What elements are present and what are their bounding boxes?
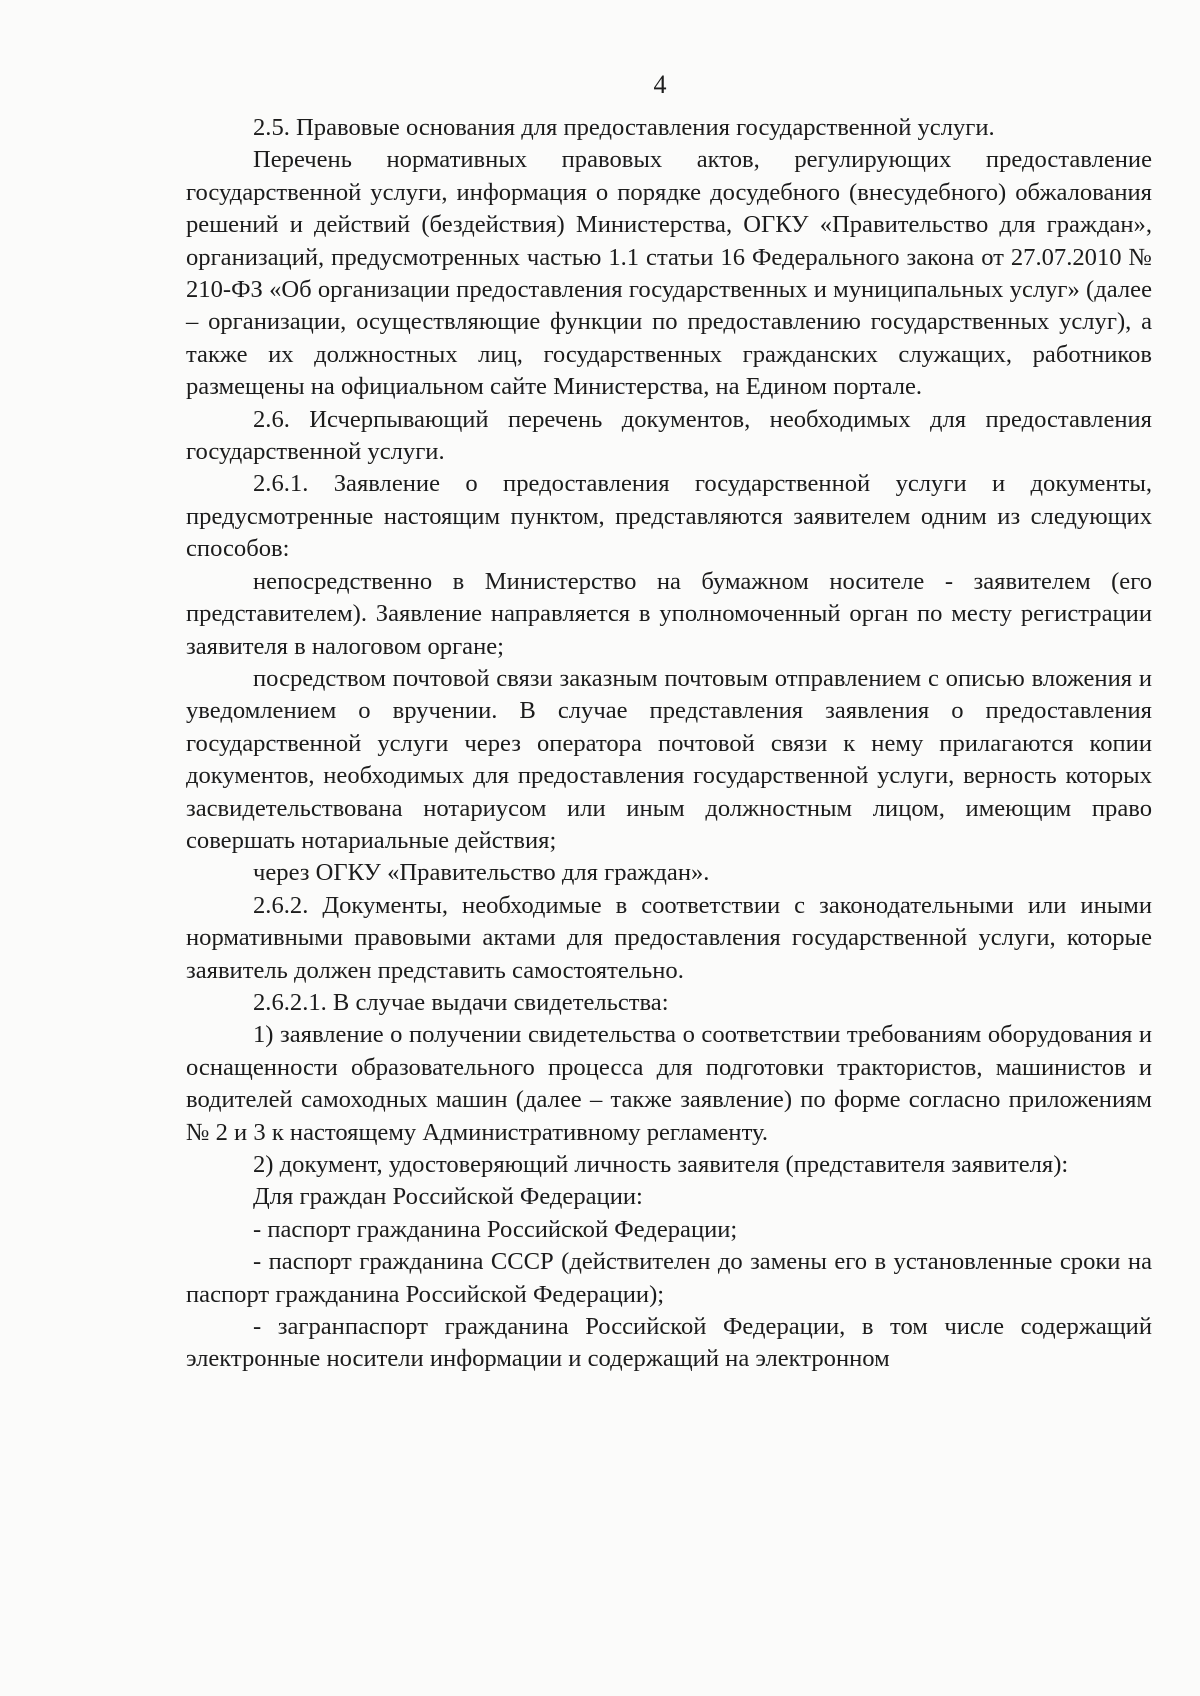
paragraph-international-passport: - загранпаспорт гражданина Российской Федерации, в том числе содержащий электронные носители информации и содержащий на электронном bbox=[186, 1313, 1152, 1373]
paragraph-2-6-2-1: 2.6.2.1. В случае выдачи свидетельства: bbox=[253, 988, 669, 1016]
paragraph-item-2-identity-document: 2) документ, удостоверяющий личность заявителя (представителя заявителя): bbox=[253, 1151, 1069, 1178]
paragraph-method-in-person: непосредственно в Министерство на бумажном носителе - заявителем (его представителем). Заявление направляется в уполномоченный орган по месту регистрации заявителя в налоговом органе; bbox=[186, 567, 1152, 660]
paragraph-passport-ussr: - паспорт гражданина СССР (действителен до замены его в установленные сроки на паспорт гражданина Российской Федерации); bbox=[186, 1248, 1152, 1308]
paragraph-2-6: 2.6. Исчерпывающий перечень документов, необходимых для предоставления государственной услуги. bbox=[186, 405, 1152, 466]
paragraph-method-postal: посредством почтовой связи заказным почтовым отправлением с описью вложения и уведомлением о вручении. В случае представления заявления о предоставления государственной услуги через оператора почтовой связи к нему прилагаются копии документов, необходимых для предоставления государственной услуги, верность которых засвидетельствована нотариусом или иным должностным лицом, имеющим право совершать нотариальные действия; bbox=[186, 664, 1152, 854]
page-number: 4 bbox=[653, 70, 667, 99]
document-body bbox=[186, 112, 1152, 1376]
paragraph-2-5: 2.5. Правовые основания для предоставления государственной услуги. bbox=[253, 114, 995, 141]
paragraph-legal-acts-list: Перечень нормативных правовых актов, регулирующих предоставление государственной услуги, информация о порядке досудебного (внесудебного) обжалования решений и действий (бездействия) Министерства, ОГКУ «Правительство для граждан», организаций, предусмотренных частью 1.1 статьи 16 Федерального закона от 27.07.2010 № 210-ФЗ «Об организации предоставления государственных и муниципальных услуг» (далее – организации, осуществляющие функции по предоставлению государственных услуг), а также их должностных лиц, государственных гражданских служащих, работников размещены на официальном сайте Министерства, на Едином портале. bbox=[186, 146, 1152, 401]
paragraph-2-6-1: 2.6.1. Заявление о предоставления государственной услуги и документы, предусмотренные настоящим пунктом, представляются заявителем одним из следующих способов: bbox=[186, 470, 1152, 563]
paragraph-citizens-rf: Для граждан Российской Федерации: bbox=[253, 1183, 643, 1211]
paragraph-method-ogku: через ОГКУ «Правительство для граждан». bbox=[253, 859, 710, 887]
paragraph-item-1-application: 1) заявление о получении свидетельства о соответствии требованиям оборудования и оснащенности образовательного процесса для подготовки трактористов, машинистов и водителей самоходных машин (далее – также заявление) по форме согласно приложениям № 2 и 3 к настоящему Административному регламенту. bbox=[186, 1021, 1152, 1146]
paragraph-passport-rf: - паспорт гражданина Российской Федерации; bbox=[253, 1215, 738, 1243]
paragraph-2-6-2: 2.6.2. Документы, необходимые в соответствии с законодательными или иными нормативными правовыми актами для предоставления государственной услуги, которые заявитель должен представить самостоятельно. bbox=[186, 891, 1152, 984]
